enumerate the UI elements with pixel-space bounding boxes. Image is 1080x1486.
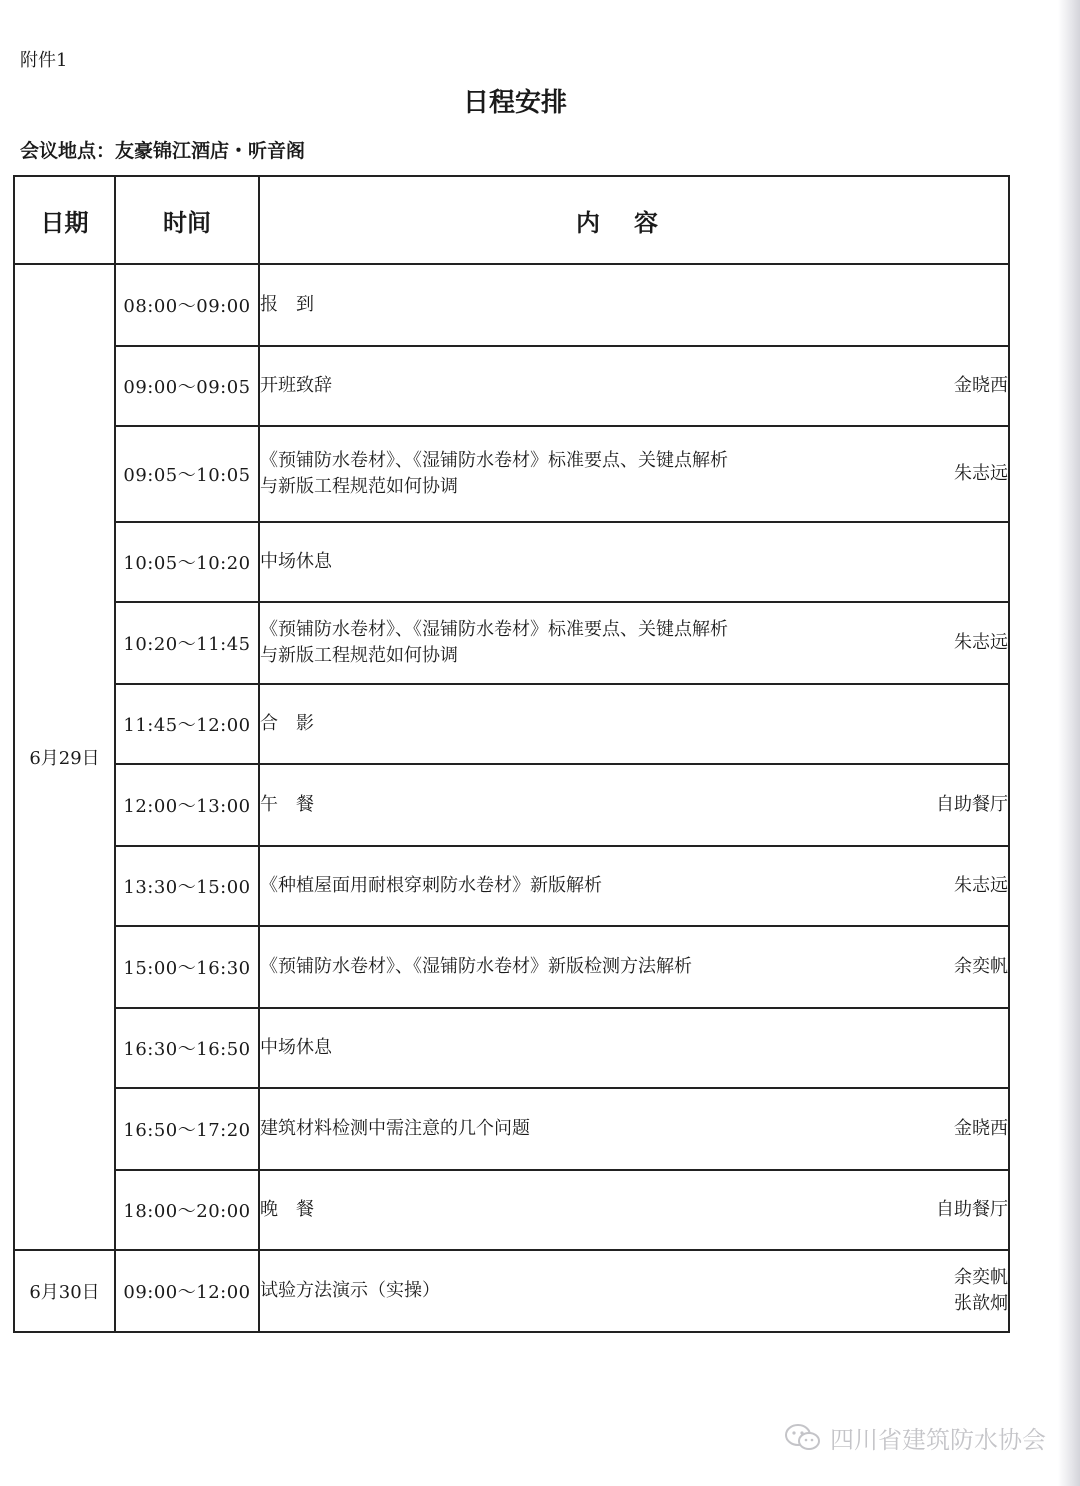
- content-cell: [259, 346, 1009, 426]
- time-cell: 08:00～09:00: [115, 264, 259, 346]
- speaker-text: 余奕帆: [954, 956, 1008, 977]
- annex-label: 附件1: [20, 50, 68, 71]
- topic-text: 建筑材料检测中需注意的几个问题: [260, 1118, 530, 1139]
- table-row: [14, 346, 1009, 426]
- content-cell: [259, 846, 1009, 926]
- schedule-table: [13, 175, 1010, 1333]
- content-cell: [259, 1250, 1009, 1332]
- speaker-text: 朱志远: [954, 463, 1008, 484]
- speaker-text: 自助餐厅: [936, 1199, 1008, 1220]
- table-row: [14, 1088, 1009, 1170]
- speaker-text: 金晓西: [954, 375, 1008, 396]
- topic-text: 《种植屋面用耐根穿刺防水卷材》新版解析: [260, 875, 602, 896]
- header-date: 日期: [14, 176, 115, 264]
- topic-text: 午 餐: [260, 794, 314, 815]
- content-cell: [259, 926, 1009, 1008]
- topic-text: 试验方法演示（实操）: [260, 1280, 440, 1301]
- date-cell: 6月29日: [14, 264, 115, 1250]
- table-row: [14, 602, 1009, 684]
- topic-text: 报 到: [260, 294, 314, 315]
- content-box: [260, 954, 1008, 980]
- wechat-icon: [784, 1423, 822, 1453]
- time-cell: 10:05～10:20: [115, 522, 259, 602]
- topic-text: 《预铺防水卷材》、《湿铺防水卷材》新版检测方法解析: [260, 956, 692, 977]
- page-edge: [1058, 0, 1080, 1486]
- content-cell: [259, 684, 1009, 764]
- time-cell: 12:00～13:00: [115, 764, 259, 846]
- content-box: [260, 792, 1008, 818]
- content-box: [260, 1116, 1008, 1142]
- header-content: [259, 176, 1009, 264]
- topic-text: 中场休息: [260, 1037, 332, 1058]
- speaker-text: 朱志远: [954, 632, 1008, 653]
- content-cell: [259, 1170, 1009, 1250]
- table-row: [14, 1008, 1009, 1088]
- table-row: [14, 684, 1009, 764]
- time-cell: 18:00～20:00: [115, 1170, 259, 1250]
- topic-text: 《预铺防水卷材》、《湿铺防水卷材》标准要点、关键点解析 与新版工程规范如何协调: [260, 619, 728, 666]
- speaker-text: 余奕帆 张歆炯: [954, 1267, 1008, 1314]
- watermark-text: 四川省建筑防水协会: [830, 1426, 1046, 1454]
- content-box: [260, 1265, 1008, 1317]
- content-cell: [259, 764, 1009, 846]
- time-cell: 09:00～09:05: [115, 346, 259, 426]
- time-cell: 16:50～17:20: [115, 1088, 259, 1170]
- time-cell: 11:45～12:00: [115, 684, 259, 764]
- content-box: [260, 873, 1008, 899]
- table-row: [14, 764, 1009, 846]
- content-cell: [259, 426, 1009, 522]
- venue-line: 会议地点：友豪锦江酒店・听音阁: [20, 140, 306, 162]
- table-header-row: [14, 176, 1009, 264]
- table-row: [14, 926, 1009, 1008]
- speaker-text: 朱志远: [954, 875, 1008, 896]
- content-cell: [259, 522, 1009, 602]
- table-row: [14, 846, 1009, 926]
- date-cell: 6月30日: [14, 1250, 115, 1332]
- speaker-text: 自助餐厅: [936, 794, 1008, 815]
- table-row: [14, 1250, 1009, 1332]
- table-row: [14, 426, 1009, 522]
- time-cell: 10:20～11:45: [115, 602, 259, 684]
- time-cell: 09:05～10:05: [115, 426, 259, 522]
- header-content-label: 内容: [576, 207, 692, 237]
- content-box: [260, 292, 1008, 318]
- time-cell: 16:30～16:50: [115, 1008, 259, 1088]
- topic-text: 中场休息: [260, 551, 332, 572]
- content-box: [260, 1035, 1008, 1061]
- content-box: [260, 373, 1008, 399]
- page-title: 日程安排: [462, 88, 567, 118]
- content-cell: [259, 1008, 1009, 1088]
- time-cell: 09:00～12:00: [115, 1250, 259, 1332]
- topic-text: 《预铺防水卷材》、《湿铺防水卷材》标准要点、关键点解析 与新版工程规范如何协调: [260, 450, 728, 497]
- content-box: [260, 711, 1008, 737]
- content-box: [260, 549, 1008, 575]
- topic-text: 合 影: [260, 713, 314, 734]
- time-cell: 15:00～16:30: [115, 926, 259, 1008]
- topic-text: 开班致辞: [260, 375, 332, 396]
- content-cell: [259, 264, 1009, 346]
- topic-text: 晚 餐: [260, 1199, 314, 1220]
- watermark: [784, 1420, 1046, 1455]
- speaker-text: 金晓西: [954, 1118, 1008, 1139]
- time-cell: 13:30～15:00: [115, 846, 259, 926]
- content-box: [260, 1197, 1008, 1223]
- header-time: 时间: [115, 176, 259, 264]
- table-row: [14, 522, 1009, 602]
- content-cell: [259, 1088, 1009, 1170]
- table-row: [14, 1170, 1009, 1250]
- content-box: [260, 617, 1008, 669]
- content-box: [260, 448, 1008, 500]
- content-cell: [259, 602, 1009, 684]
- table-row: [14, 264, 1009, 346]
